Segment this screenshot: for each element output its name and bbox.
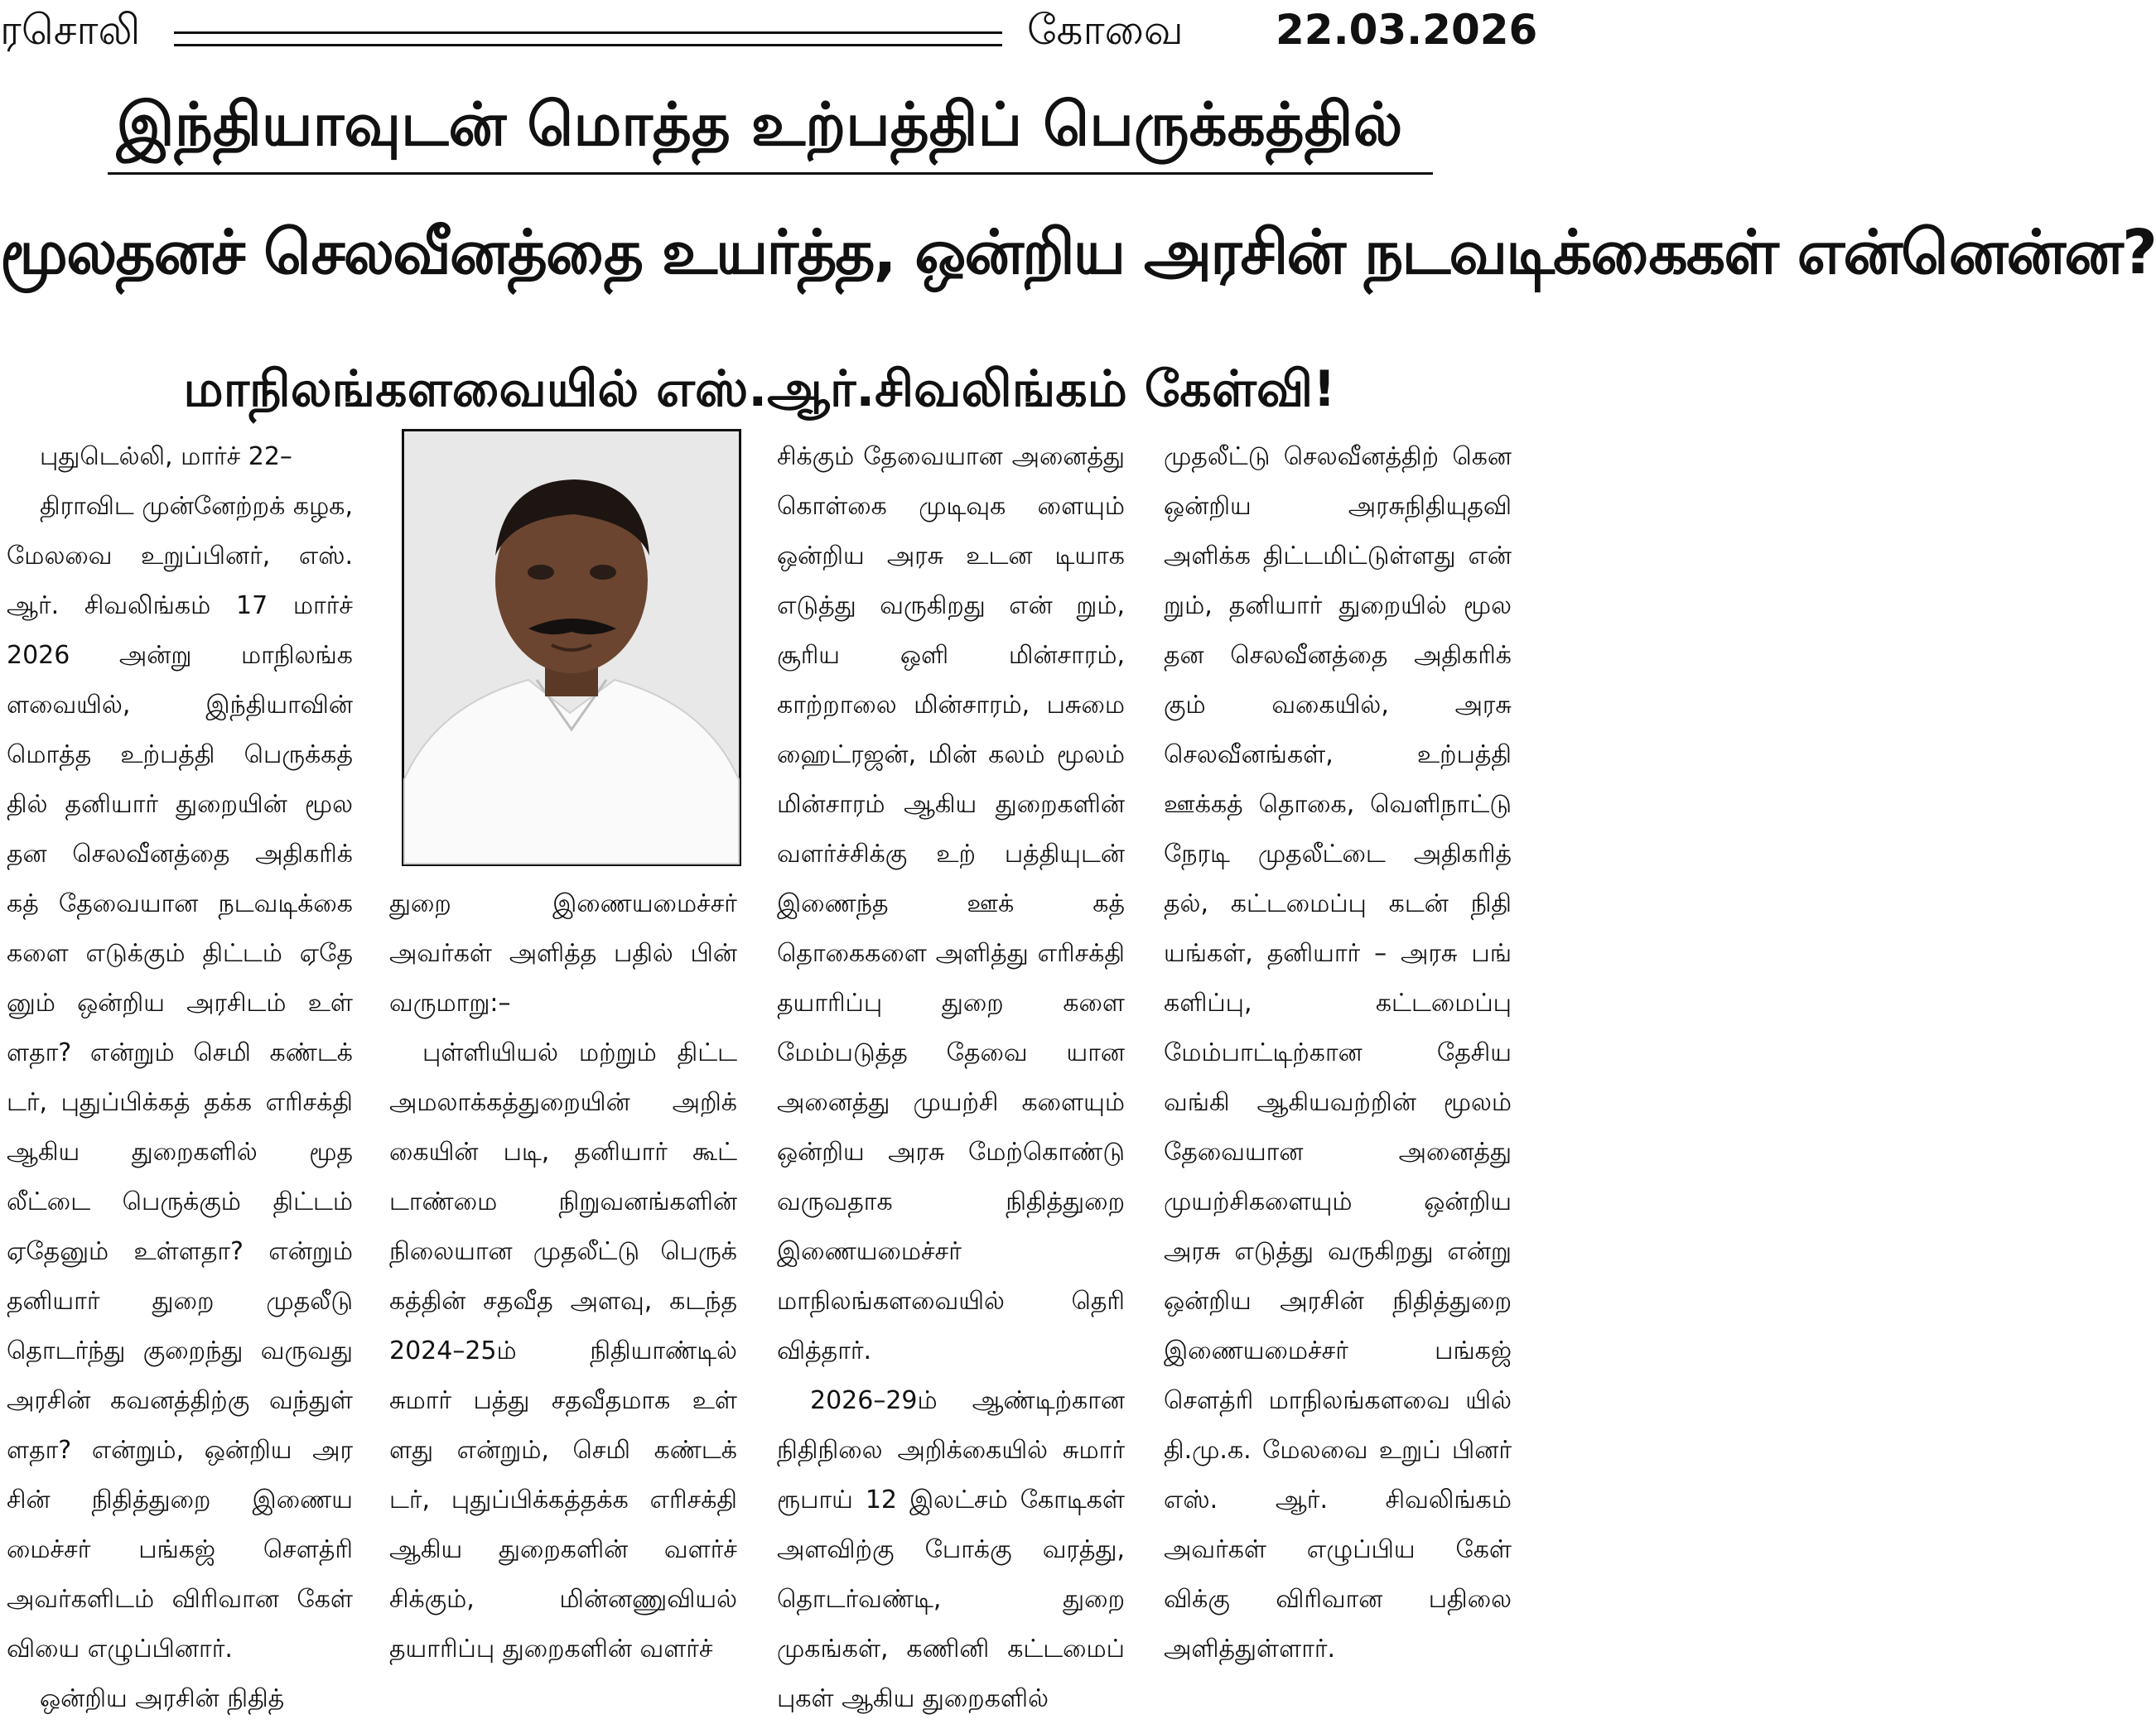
article-dateline: புதுடெல்லி, மார்ச் 22– (40, 442, 292, 471)
article-paragraph: சிக்கும் தேவையான அனைத்து கொள்கை முடிவுக ளையும் ஒன்றிய அரசு உடன டியாக எடுத்து வருகிறது என் றும், சூரிய ஒளி மின்சாரம், காற்றாலை மின்சாரம், பசுமை ஹைட்ரஜன், மின் கலம் மூலம் மின்சாரம் ஆகிய துறைகளின் வளர்ச்சிக்கு உற் பத்தியுடன் இணைந்த ஊக் கத் தொகைகளை அளித்து எரிசக்தி தயாரிப்பு துறை களை மேம்படுத்த தேவை யான அனைத்து முயற்சி களையும் ஒன்றிய அரசு மேற்கொண்டு வருவதாக நிதித்துறை இணையமைச்சர் மாநிலங்களவையில் தெரி வித்தார். (777, 442, 1125, 1365)
headline-divider (108, 172, 1433, 175)
article-column-4 (1164, 432, 1512, 1717)
article-column-1 (7, 432, 353, 1717)
headline-line-2: மூலதனச் செலவீனத்தை உயர்த்த, ஒன்றிய அரசின் நடவடிக்கைகள் என்னென்ன? (0, 217, 2156, 288)
headline-line-1: இந்தியாவுடன் மொத்த உற்பத்திப் பெருக்கத்தில் (116, 89, 1403, 159)
article-paragraph: துறை இணையமைச்சர் அவர்கள் அளித்த பதில் பின் வருமாறு:– (389, 889, 737, 1018)
portrait-image (404, 431, 739, 864)
masthead (0, 0, 1538, 66)
headline-line-3: மாநிலங்களவையில் எஸ்.ஆர்.சிவலிங்கம் கேள்வி! (183, 360, 1336, 418)
portrait-photo (402, 429, 741, 866)
article-column-3 (777, 432, 1125, 1717)
article-paragraph: புள்ளியியல் மற்றும் திட்ட அமலாக்கத்துறையின் அறிக் கையின் படி, தனியார் கூட் டாண்மை நிறுவனங்களின் நிலையான முதலீட்டு பெருக் கத்தின் சதவீத அளவு, கடந்த 2024–25ம் நிதியாண்டில் சுமார் பத்து சதவீதமாக உள் ளது என்றும், செமி கண்டக் டர், புதுப்பிக்கத்தக்க எரிசக்தி ஆகிய துறைகளின் வளர்ச் சிக்கும், மின்னணுவியல் தயாரிப்பு துறைகளின் வளர்ச் (389, 1038, 737, 1664)
article-paragraph: 2026–29ம் ஆண்டிற்கான நிதிநிலை அறிக்கையில் சுமார் ரூபாய் 12 இலட்சம் கோடிகள் அளவிற்கு போக்கு வரத்து, தொடர்வண்டி, துறை முகங்கள், கணினி கட்டமைப் புகள் ஆகிய துறைகளில் (777, 1386, 1125, 1713)
edition-city: கோவை (1027, 6, 1184, 54)
edition-date: 22.03.2026 (1276, 6, 1538, 54)
article-paragraph: முதலீட்டு செலவீனத்திற் கென ஒன்றிய அரசுநிதியுதவி அளிக்க திட்டமிட்டுள்ளது என் றும், தனியார் துறையில் மூல தன செலவீனத்தை அதிகரிக் கும் வகையில், அரசு செலவீனங்கள், உற்பத்தி ஊக்கத் தொகை, வெளிநாட்டு நேரடி முதலீட்டை அதிகரித் தல், கட்டமைப்பு கடன் நிதி யங்கள், தனியார் – அரசு பங் களிப்பு, கட்டமைப்பு மேம்பாட்டிற்கான தேசிய வங்கி ஆகியவற்றின் மூலம் தேவையான அனைத்து முயற்சிகளையும் ஒன்றிய அரசு எடுத்து வருகிறது என்று ஒன்றிய அரசின் நிதித்துறை இணையமைச்சர் பங்கஜ் சௌத்ரி மாநிலங்களவை யில் தி.மு.க. மேலவை உறுப் பினர் எஸ். ஆர். சிவலிங்கம் அவர்கள் எழுப்பிய கேள் விக்கு விரிவான பதிலை அளித்துள்ளார். (1164, 442, 1512, 1664)
article-paragraph: ஒன்றிய அரசின் நிதித் (40, 1684, 285, 1713)
masthead-rule (174, 31, 1002, 46)
article-column-2 (389, 879, 737, 1717)
newspaper-name: ரசொலி (0, 6, 141, 54)
article-paragraph: திராவிட முன்னேற்றக் கழக, மேலவை உறுப்பினர், எஸ். ஆர். சிவலிங்கம் 17 மார்ச் 2026 அன்று மாநிலங்க ளவையில், இந்தியாவின் மொத்த உற்பத்தி பெருக்கத் தில் தனியார் துறையின் மூல தன செலவீனத்தை அதிகரிக் கத் தேவையான நடவடிக்கை களை எடுக்கும் திட்டம் ஏதே னும் ஒன்றிய அரசிடம் உள் ளதா? என்றும் செமி கண்டக் டர், புதுப்பிக்கத் தக்க எரிசக்தி ஆகிய துறைகளில் மூத லீட்டை பெருக்கும் திட்டம் ஏதேனும் உள்ளதா? என்றும் தனியார் துறை முதலீடு தொடர்ந்து குறைந்து வருவது அரசின் கவனத்திற்கு வந்துள் ளதா? என்றும், ஒன்றிய அர சின் நிதித்துறை இணைய மைச்சர் பங்கஜ் சௌத்ரி அவர்களிடம் விரிவான கேள் வியை எழுப்பினார். (7, 492, 353, 1664)
